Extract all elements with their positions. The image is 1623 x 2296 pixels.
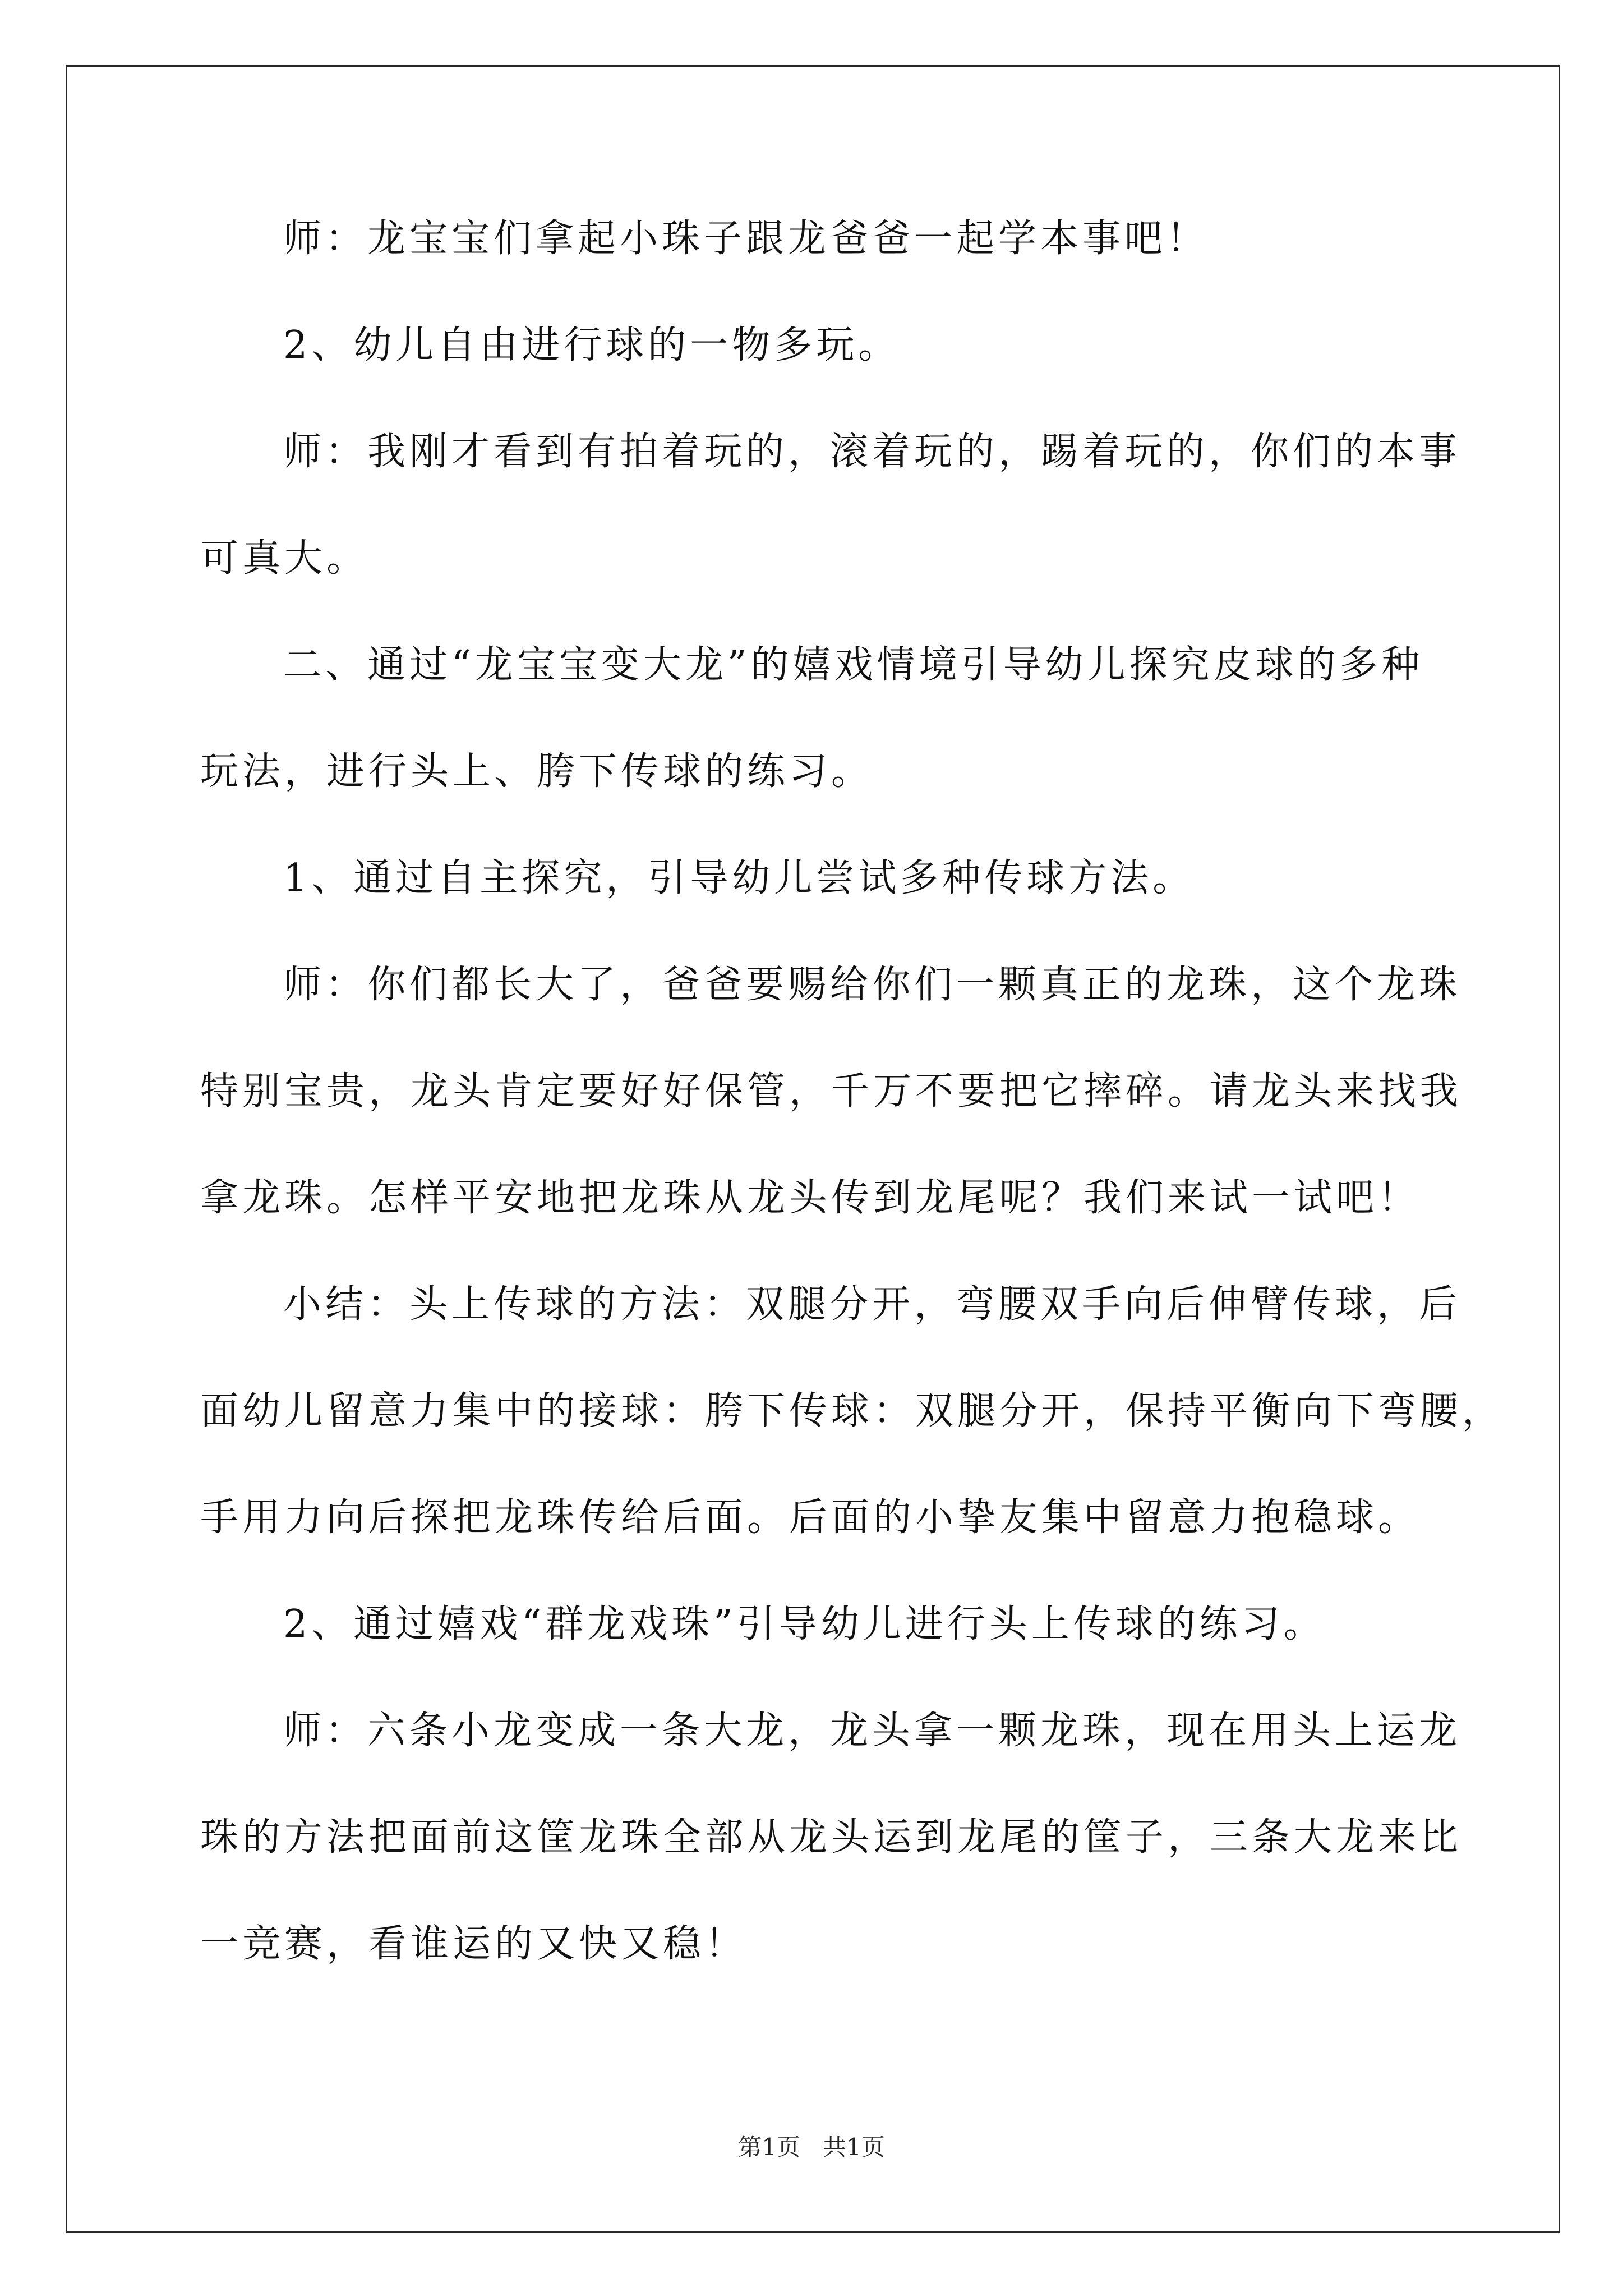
paragraph-line: 小结：头上传球的方法：双腿分开，弯腰双手向后伸臂传球，后	[283, 1282, 1461, 1327]
page-border	[66, 65, 1560, 2233]
paragraph-line: 师：六条小龙变成一条大龙，龙头拿一颗龙珠，现在用头上运龙	[283, 1709, 1461, 1753]
page-number: 第1页	[738, 2133, 800, 2161]
paragraph-line: 师：我刚才看到有拍着玩的，滚着玩的，踢着玩的，你们的本事	[283, 430, 1461, 474]
paragraph-line: 师：龙宝宝们拿起小珠子跟龙爸爸一起学本事吧！	[283, 217, 1209, 261]
paragraph-line: 手用力向后探把龙珠传给后面。后面的小挚友集中留意力抱稳球。	[200, 1496, 1421, 1540]
paragraph-line: 玩法，进行头上、胯下传球的练习。	[200, 749, 874, 794]
paragraph-line: 2、幼儿自由进行球的一物多玩。	[283, 323, 901, 367]
paragraph-line: 特别宝贵，龙头肯定要好好保管，千万不要把它摔碎。请龙头来找我	[200, 1069, 1463, 1114]
paragraph-line: 师：你们都长大了，爸爸要赐给你们一颗真正的龙珠，这个龙珠	[283, 963, 1461, 1007]
paragraph-line: 二、通过“龙宝宝变大龙”的嬉戏情境引导幼儿探究皮球的多种	[283, 643, 1424, 687]
page-total: 共1页	[823, 2133, 885, 2161]
page-footer	[0, 2132, 1623, 2163]
paragraph-line: 拿龙珠。怎样平安地把龙珠从龙头传到龙尾呢？我们来试一试吧！	[200, 1176, 1421, 1220]
paragraph-line: 1、通过自主探究，引导幼儿尝试多种传球方法。	[283, 856, 1195, 900]
paragraph-line: 可真大。	[200, 536, 369, 581]
paragraph-line: 珠的方法把面前这筐龙珠全部从龙头运到龙尾的筐子，三条大龙来比	[200, 1815, 1463, 1860]
paragraph-line: 一竞赛，看谁运的又快又稳！	[200, 1922, 748, 1966]
paragraph-line: 面幼儿留意力集中的接球：胯下传球：双腿分开，保持平衡向下弯腰，	[200, 1389, 1505, 1433]
paragraph-line: 2、通过嬉戏“群龙戏珠”引导幼儿进行头上传球的练习。	[283, 1602, 1326, 1646]
